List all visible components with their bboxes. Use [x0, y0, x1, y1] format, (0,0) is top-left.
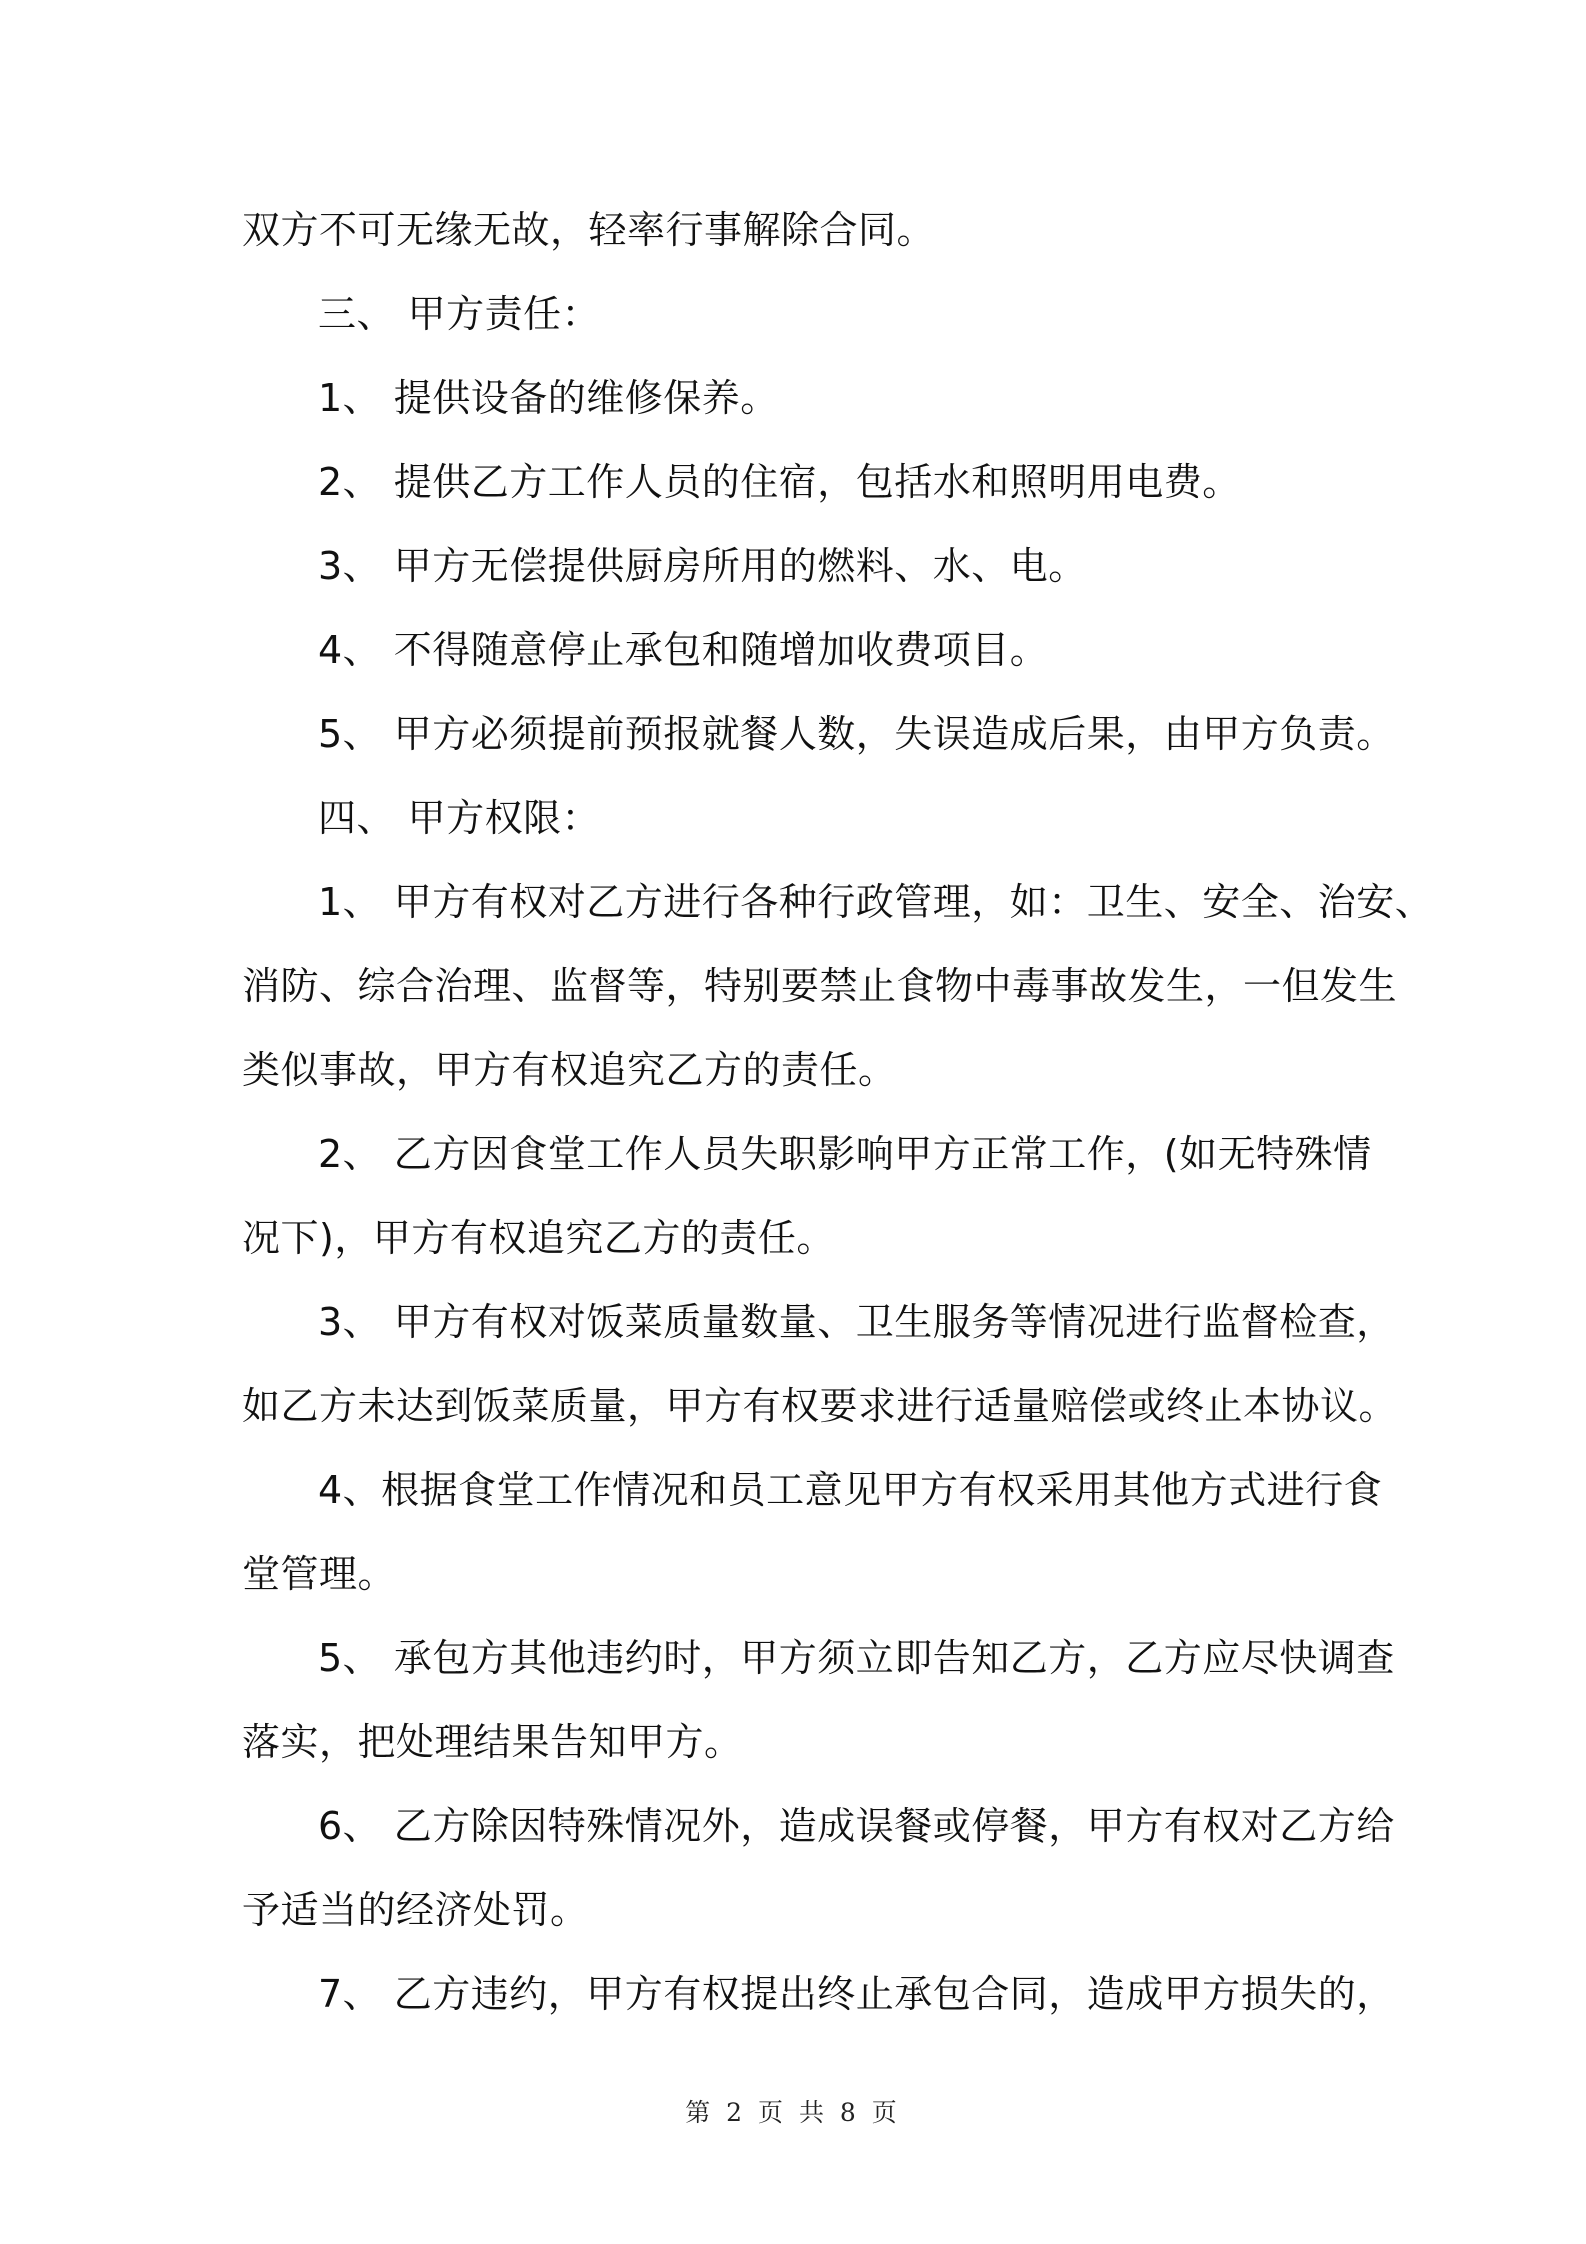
- list-item: 7、 乙方违约，甲方有权提出终止承包合同，造成甲方损失的，: [318, 1972, 1395, 2016]
- paragraph-line: 消防、综合治理、监督等，特别要禁止食物中毒事故发生，一但发生: [242, 964, 1398, 1008]
- paragraph-line: 双方不可无缘无故，轻率行事解除合同。: [242, 208, 936, 252]
- paragraph-line: 予适当的经济处罚。: [242, 1888, 589, 1932]
- section-heading: 三、 甲方责任：: [318, 292, 601, 336]
- list-item: 6、 乙方除因特殊情况外，造成误餐或停餐，甲方有权对乙方给: [318, 1804, 1395, 1848]
- paragraph-line: 如乙方未达到饭菜质量，甲方有权要求进行适量赔偿或终止本协议。: [242, 1384, 1398, 1428]
- list-item: 5、 甲方必须提前预报就餐人数，失误造成后果，由甲方负责。: [318, 712, 1395, 756]
- section-heading: 四、 甲方权限：: [318, 796, 601, 840]
- list-item: 3、 甲方无偿提供厨房所用的燃料、水、电。: [318, 544, 1087, 588]
- list-item: 5、 承包方其他违约时，甲方须立即告知乙方，乙方应尽快调查: [318, 1636, 1395, 1680]
- paragraph-line: 落实，把处理结果告知甲方。: [242, 1720, 743, 1764]
- list-item: 4、根据食堂工作情况和员工意见甲方有权采用其他方式进行食: [318, 1468, 1383, 1512]
- list-item: 2、 乙方因食堂工作人员失职影响甲方正常工作，(如无特殊情: [318, 1132, 1372, 1176]
- list-item: 1、 提供设备的维修保养。: [318, 376, 779, 420]
- list-item: 2、 提供乙方工作人员的住宿，包括水和照明用电费。: [318, 460, 1241, 504]
- list-item: 4、 不得随意停止承包和随增加收费项目。: [318, 628, 1049, 672]
- paragraph-line: 况下)，甲方有权追究乙方的责任。: [242, 1216, 835, 1260]
- paragraph-line: 类似事故，甲方有权追究乙方的责任。: [242, 1048, 897, 1092]
- list-item: 1、 甲方有权对乙方进行各种行政管理，如：卫生、安全、治安、: [318, 880, 1434, 924]
- list-item: 3、 甲方有权对饭菜质量数量、卫生服务等情况进行监督检查，: [318, 1300, 1395, 1344]
- paragraph-line: 堂管理。: [242, 1552, 397, 1596]
- page-number-footer: 第 2 页 共 8 页: [685, 2098, 901, 2127]
